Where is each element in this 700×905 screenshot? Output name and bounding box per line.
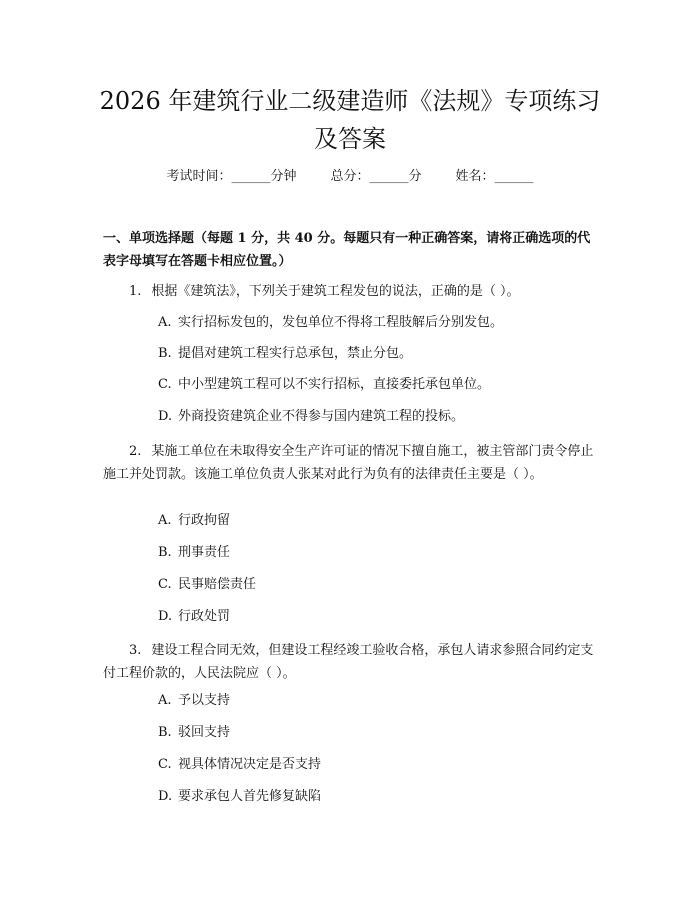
option-letter: A. <box>158 693 172 708</box>
question-text: 根据《建筑法》，下列关于建筑工程发包的说法，正确的是（ ）。 <box>151 284 520 299</box>
option-text: 视具体情况决定是否支持 <box>178 757 322 772</box>
option-text: 刑事责任 <box>178 545 231 560</box>
option-letter: A. <box>158 513 172 528</box>
name-field: 姓名：______ <box>455 169 534 184</box>
section-heading: 一、单项选择题（每题 1 分，共 40 分。每题只有一种正确答案，请将正确选项的代表字母填写在答题卡相应位置。） <box>103 231 591 269</box>
exam-info-line <box>0 168 700 186</box>
option-letter: B. <box>158 725 172 740</box>
document-title: 2026 年建筑行业二级建造师《法规》专项练习及答案 <box>99 87 601 153</box>
question-number: 1. <box>129 284 142 299</box>
question-2-option-d <box>158 608 598 626</box>
question-1-option-c <box>158 376 598 394</box>
option-letter: D. <box>158 609 173 624</box>
option-letter: C. <box>158 757 172 772</box>
option-text: 予以支持 <box>178 693 231 708</box>
question-number: 2. <box>129 444 142 459</box>
option-text: 民事赔偿责任 <box>178 577 257 592</box>
option-text: 中小型建筑工程可以不实行招标，直接委托承包单位。 <box>178 377 491 392</box>
question-1-option-b <box>158 345 598 363</box>
question-1-option-a <box>158 314 598 332</box>
option-letter: B. <box>158 346 172 361</box>
option-letter: D. <box>158 789 173 804</box>
option-text: 行政处罚 <box>178 609 231 624</box>
option-letter: A. <box>158 315 172 330</box>
option-text: 外商投资建筑企业不得参与国内建筑工程的投标。 <box>178 409 465 424</box>
exam-time-field: 考试时间：______分钟 <box>166 169 297 184</box>
option-text: 驳回支持 <box>178 725 231 740</box>
question-3 <box>103 639 600 685</box>
option-letter: D. <box>158 409 173 424</box>
option-letter: C. <box>158 577 172 592</box>
question-3-option-b <box>158 724 598 742</box>
option-letter: B. <box>158 545 172 560</box>
question-2-option-a <box>158 512 598 530</box>
option-text: 实行招标发包的，发包单位不得将工程肢解后分别发包。 <box>178 315 504 330</box>
question-2-option-b <box>158 544 598 562</box>
question-1 <box>103 280 600 303</box>
option-letter: C. <box>158 377 172 392</box>
total-score-field: 总分：______分 <box>330 169 422 184</box>
question-number: 3. <box>129 643 142 658</box>
question-text: 建设工程合同无效，但建设工程经竣工验收合格，承包人请求参照合同约定支付工程价款的，人民法院应（ ）。 <box>103 643 594 681</box>
option-text: 提倡对建筑工程实行总承包，禁止分包。 <box>178 346 413 361</box>
question-text: 某施工单位在未取得安全生产许可证的情况下擅自施工，被主管部门责令停止施工并处罚款。该施工单位负责人张某对此行为负有的法律责任主要是（ ）。 <box>103 444 594 482</box>
option-text: 要求承包人首先修复缺陷 <box>178 789 322 804</box>
question-2 <box>103 440 600 486</box>
option-text: 行政拘留 <box>178 513 231 528</box>
question-3-option-a <box>158 692 598 710</box>
question-3-option-d <box>158 788 598 806</box>
question-2-option-c <box>158 576 598 594</box>
question-1-option-d <box>158 408 598 426</box>
question-3-option-c <box>158 756 598 774</box>
